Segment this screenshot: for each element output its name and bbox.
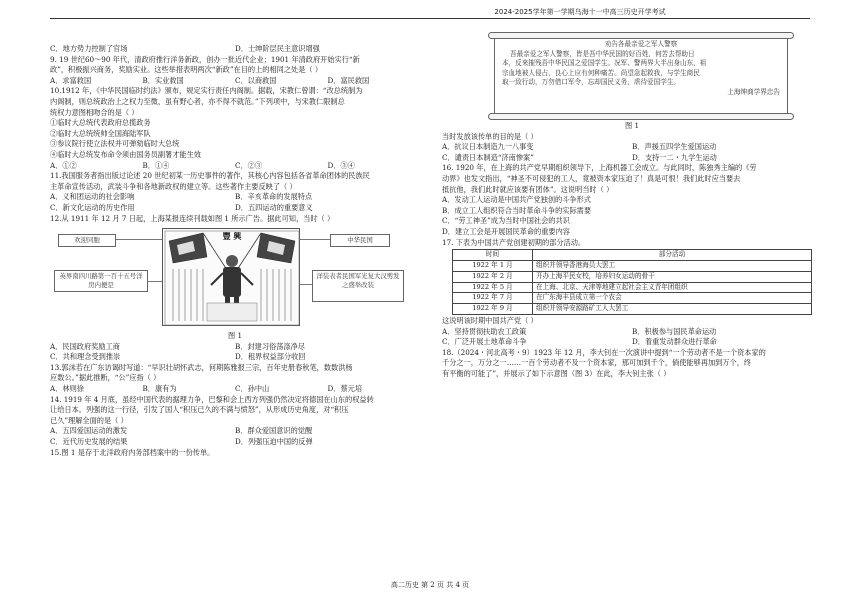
table-cell-activity: 组织并领导香港海员大罢工: [533, 260, 812, 271]
fig1-connector: [300, 284, 312, 285]
q11-line-1: 11.我国服务者指出版过论述 20 世纪初某一历史事件的著作，其核心内容包括各省革命团体的民族民: [50, 171, 370, 181]
q10-item-3: ③参议院行使立法权并可弹劾临时大总统: [50, 139, 180, 149]
q11-options-row-2: [50, 203, 420, 214]
poster-illustration: [163, 229, 301, 327]
q12-options-row-1: [50, 342, 420, 353]
q13-line-1: 13.郭沫若在广东访谒时写道：“早识壮胡怀武志，何期陈雅报三宗，百年史册春秋笔，数数洪杨: [50, 362, 353, 372]
q14-line-3: 已久”理解全面的是（ ）: [50, 415, 128, 425]
scroll-roll-top: [488, 32, 794, 39]
q11-option-a: A．义和团运动的社会影响: [50, 192, 135, 202]
footer-text: 高二历史 第 2 页 共 4 页: [390, 581, 470, 589]
fig1-poster: [162, 228, 300, 326]
q14-line-2: 让给日本。列强的这一行径，引发了国人“积压已久的不满与愤怒”，从形成历史角度，对“积压: [50, 405, 349, 415]
scroll-roll-bottom: [488, 113, 794, 120]
q16-option-c: C．“劳工神圣”成为当时中国社会的共识: [442, 216, 570, 226]
q10-item-4: ④临时大总统发布命令须由国务员副署才能生效: [50, 149, 201, 159]
table-cell-activity: 在广东海丰县成立第一个农会: [533, 293, 812, 304]
q14-option-a: A．五四爱国运动的激发: [50, 426, 128, 436]
q10-options: [50, 161, 420, 172]
q17-option-b: B．积极参与国民革命运动: [632, 326, 717, 336]
table-header-row: [453, 250, 812, 261]
q15-option-b: B．声援五四学生爱国运动: [632, 142, 717, 152]
handbill-title: 劝告各最亲爱之军人警察: [604, 40, 678, 48]
q13-option-d: D．蔡元培: [327, 384, 363, 394]
handbill-scroll: [488, 30, 794, 120]
q10-line-3: 统权力意图相吻合的是（ ）: [50, 107, 139, 117]
q11-option-b: B．辛亥革命的发展特点: [235, 192, 313, 202]
q12-stem: 12.从 1911 年 12 月 7 日起，上海某报连续刊载如图 1 所示广告。据此可知，当时（ ）: [50, 213, 335, 223]
q17-option-d: D．着重发动群众进行革命: [632, 337, 717, 347]
q14-option-c: C．近代历史发展的结果: [50, 437, 128, 447]
handbill-line: 吾最亲爱之军人警察，皆是吾中华民国的好百姓，何苦去帮助日: [510, 49, 695, 58]
q13-option-b: B．康有为: [142, 384, 177, 394]
q17-stem: 17. 下表为中国共产党创建初期的部分活动。: [442, 237, 586, 247]
q9-option-d: D．富民救国: [327, 75, 370, 85]
left-column: [50, 44, 420, 458]
q10-option-c: C．②③: [235, 160, 263, 170]
q13-options: [50, 384, 420, 395]
header-text: 2024-2025学年第一学期乌海十一中高三历史开学考试: [494, 8, 666, 16]
q16-line-1: 16. 1920 年，在上海的共产党早期组织领导下，上海机器工会成立。与此同时，陈独秀主编的《劳: [442, 163, 757, 173]
table-header-activity: 部分活动: [533, 250, 812, 261]
fig1-label-address: 英界南四川路第一百十五号洋房内便是: [54, 270, 148, 292]
q14-line-1: 14. 1919 年 4 月底，虽经中国代表的据理力争，巴黎和会上西方列强仍然决定将德国在山东的权益转: [50, 394, 374, 404]
q15-stem: 15.图 1 是存于北洋政府内务部档案中的一份传单。: [50, 447, 215, 457]
q13-option-a: A．林则徐: [50, 384, 84, 394]
fig1-connector: [148, 281, 162, 282]
q8-options: [50, 44, 420, 55]
table-cell-activity: 开办上海平民女校，培养妇女运动的骨干: [533, 271, 812, 282]
q18-line-3: 有平衡的可能了”，并展示了如下示意图（图 3）在此，李大钊主张（ ）: [442, 368, 671, 378]
handbill-signature: 上海绅商学界忠告: [727, 87, 780, 96]
q15-options-row-2: [442, 153, 822, 164]
q14-options-row-2: [50, 437, 420, 448]
q15-options-row-1: [442, 142, 822, 153]
fig1-label-suits: 洋装表者民国军光复大汉剪发之盛举改装: [312, 270, 404, 302]
table-cell-activity: 组织并领导安源路矿工人大罢工: [533, 304, 812, 315]
table-cell-time: 1922 年 2 月: [453, 271, 533, 282]
page-footer: [0, 580, 860, 591]
handbill-text: [502, 40, 780, 98]
q12-option-b: B．封建习俗荡涤净尽: [235, 341, 305, 351]
fig1-connector: [116, 239, 162, 240]
q8-option-d: D．士绅阶层民主意识增强: [235, 44, 320, 53]
poster-title: 豐 興: [222, 231, 242, 242]
q9-options: [50, 76, 420, 87]
q10-line-1: 10.1912 年，《中华民国临时约法》颁布，规定实行责任内阁制。据载，宋教仁曾谓：“改总统制为: [50, 86, 363, 96]
q17-option-a: A．坚持贯彻扶助农工政策: [442, 326, 527, 336]
fig1-label-roc: 中华民国: [330, 234, 390, 247]
handbill-line: 宗血地被人侵占，良心上应有何种痛苦。尚望急起救我，与学生商民: [502, 68, 700, 77]
q14-option-b: B．群众爱国意识的觉醒: [235, 426, 313, 436]
q18-line-2: 千分之一，万分之一……一百个劳动者不及一个资本家，那可加到千个，倘使能够再加到万个，终: [442, 358, 752, 368]
header-rule: [50, 18, 810, 19]
table-cell-time: 1922 年 1 月: [453, 260, 533, 271]
q9-line-1: 9. 19 世纪60～90 年代，清政府推行洋务新政，创办一批近代企业；1901 年清政府开始实行“新: [50, 54, 360, 64]
q9-option-c: C．以商救国: [235, 75, 277, 85]
table-row: [453, 304, 812, 315]
table-row: [453, 260, 812, 271]
q10-option-a: A．①②: [50, 160, 77, 170]
q9-line-2: 政”，积极振兴商务，奖励实业。这些举措表明两次“新政”在目的上的相同之处是（ ）: [50, 65, 323, 75]
table-header-time: 时间: [453, 250, 533, 261]
fig1-connector: [300, 239, 330, 240]
q14-option-d: D．列强压迫中国的反弹: [235, 437, 313, 447]
q17-options-row-2: [442, 337, 822, 348]
q10-item-2: ②临时大总统统帅全国海陆军队: [50, 128, 151, 138]
q13-option-c: C．孙中山: [235, 384, 270, 394]
q12-option-c: C．共和理念受到推崇: [50, 352, 121, 362]
q16-option-d: D．建立工会是开展国民革命的重要内容: [442, 226, 570, 236]
figure-1-caption: 图 1: [227, 331, 243, 341]
table-row: [453, 282, 812, 293]
q16-line-3: 抵抗他，我们此时就应该要有团体”。这说明当时（ ）: [442, 184, 614, 194]
table-cell-time: 1922 年 5 月: [453, 282, 533, 293]
q9-option-b: B．实业救国: [142, 75, 184, 85]
table-row: [453, 293, 812, 304]
q17-question: 这说明该时期中国共产党（ ）: [442, 315, 538, 325]
q13-line-2: 应数公。”据此推断，“公”应指（ ）: [50, 373, 161, 383]
activities-table: [452, 249, 812, 315]
q16-option-a: A．发动工人运动是中国共产党独创的斗争形式: [442, 195, 591, 205]
table-cell-time: 1922 年 9 月: [453, 304, 533, 315]
q10-line-2: 内阁制，则总统政治上之权力至微，虽有野心者，亦不得不就范。”下列项中，与宋教仁限制总: [50, 96, 345, 106]
fig1-label-welcome: 欢迎同胞: [58, 234, 116, 247]
q12-option-a: A．民国政府奖励工商: [50, 341, 120, 351]
q10-option-d: D．③④: [327, 160, 355, 170]
q16-line-2: 动界》也发文指出，“神圣不可侵犯的工人，竟被资本家压迫了！真是可恨！我们此时应当要去: [442, 173, 741, 183]
q15-option-a: A．抗议日本制造九一八事变: [442, 142, 534, 152]
handbill-line: 本，反来摧残吾中华民国之爱国学生。况军、警两界大半出身山东，祖: [502, 59, 707, 68]
table-cell-activity: 在上海、北京、天津等地建立起社会主义青年团组织: [533, 282, 812, 293]
q9-option-a: A．求富救国: [50, 75, 92, 85]
q16-option-b: B．成立工人组织符合当时革命斗争的实际需要: [442, 205, 592, 215]
right-column: [442, 30, 822, 379]
q18-line-1: 18.（2024・河北高考・9）1923 年 12 月，李大钊在一次演讲中提到“一个劳动者不是一个资本家的: [442, 347, 766, 357]
q10-option-b: B．①④: [142, 160, 170, 170]
table-row: [453, 271, 812, 282]
q15-option-c: C．谴责日本制造“济南惨案”: [442, 152, 534, 162]
q17-options-row-1: [442, 327, 822, 338]
table-cell-time: 1922 年 7 月: [453, 293, 533, 304]
page-header: [0, 7, 860, 18]
figure-1-advertisement: [50, 226, 420, 330]
q11-option-c: C．新文化运动的历史作用: [50, 202, 135, 212]
q11-option-d: D．五四运动的重要意义: [235, 202, 313, 212]
q11-line-2: 主革命宣传活动，武装斗争和各地新政权的建立等。这些著作主要反映了（ ）: [50, 181, 297, 191]
q12-options-row-2: [50, 352, 420, 363]
handbill-line: 取一致行动，万勿借口军令，忘却国民义务，虐待爱国学生。: [502, 78, 681, 87]
figure-caption-right: 图 1: [624, 121, 640, 130]
q15-option-d: D．支持一二・九学生运动: [632, 152, 717, 162]
q15-question: 当时发放该传单的目的是（ ）: [442, 131, 538, 141]
q10-item-1: ①临时大总统代表政府总揽政务: [50, 118, 151, 128]
q17-option-c: C．广泛开展土地革命斗争: [442, 337, 527, 347]
q14-options-row-1: [50, 426, 420, 437]
q11-options-row-1: [50, 192, 420, 203]
q8-option-c: C．地方势力控制了官场: [50, 44, 128, 53]
q12-option-d: D．租界权益部分收回: [235, 352, 306, 362]
